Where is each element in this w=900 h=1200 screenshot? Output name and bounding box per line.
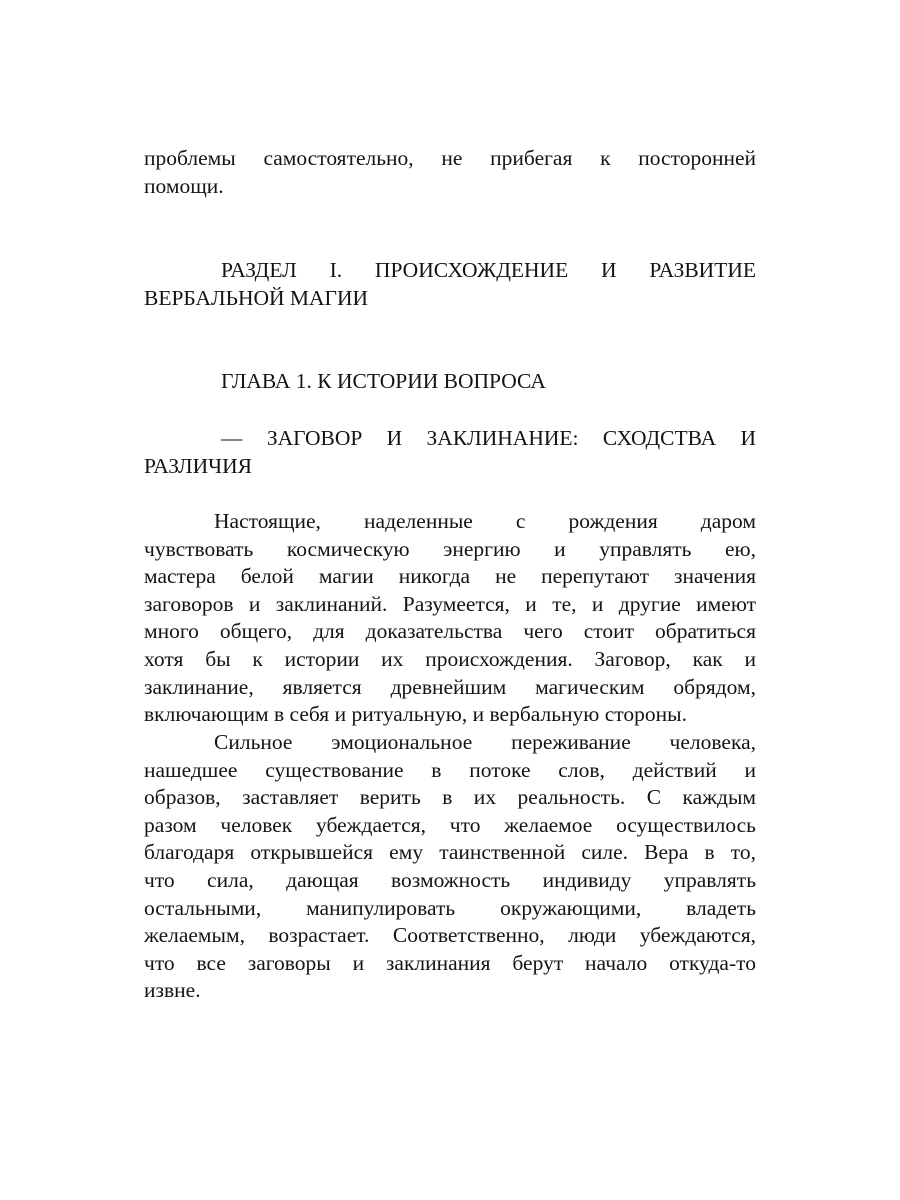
paragraph-1-line-2: чувствовать космическую энергию и управлять ею, bbox=[144, 536, 756, 561]
body-paragraph-2 bbox=[144, 729, 756, 1005]
chapter-heading bbox=[144, 368, 756, 396]
continuation-line-2: помощи. bbox=[144, 173, 224, 198]
paragraph-2-line-2: нашедшее существование в потоке слов, действий и bbox=[144, 757, 756, 782]
paragraph-1-line-3: мастера белой магии никогда не перепутают значения bbox=[144, 564, 756, 589]
paragraph-2-line-7: остальными, манипулировать окружающими, владеть bbox=[144, 895, 756, 920]
paragraph-2-line-6: что сила, дающая возможность индивиду управлять bbox=[144, 867, 756, 892]
paragraph-2-line-8: желаемым, возрастает. Соответственно, люди убеждаются, bbox=[144, 923, 756, 948]
continuation-paragraph bbox=[144, 145, 756, 200]
paragraph-1-line-8: включающим в себя и ритуальную, и вербальную стороны. bbox=[144, 702, 687, 727]
paragraph-2-line-4: разом человек убеждается, что желаемое осуществилось bbox=[144, 812, 756, 837]
body-paragraph-1 bbox=[144, 508, 756, 729]
paragraph-1-line-1: Настоящие, наделенные с рождения даром bbox=[214, 509, 756, 533]
paragraph-2-line-5: благодаря открывшейся ему таинственной силе. Вера в то, bbox=[144, 840, 756, 865]
subsection-heading bbox=[144, 425, 756, 480]
paragraph-1-line-7: заклинание, является древнейшим магическим обрядом, bbox=[144, 674, 756, 699]
paragraph-1-line-4: заговоров и заклинаний. Разумеется, и те, и другие имеют bbox=[144, 591, 756, 616]
paragraph-1-line-6: хотя бы к истории их происхождения. Заговор, как и bbox=[144, 646, 756, 671]
paragraph-2-line-3: образов, заставляет верить в их реальность. С каждым bbox=[144, 785, 756, 810]
section-heading-line-1: РАЗДЕЛ I. ПРОИСХОЖДЕНИЕ И РАЗВИТИЕ bbox=[221, 258, 756, 282]
paragraph-2-line-10: извне. bbox=[144, 978, 201, 1003]
subsection-heading-line-2: РАЗЛИЧИЯ bbox=[144, 453, 252, 478]
paragraph-2-line-1: Сильное эмоциональное переживание человека, bbox=[214, 730, 756, 754]
section-heading-line-2: ВЕРБАЛЬНОЙ МАГИИ bbox=[144, 285, 369, 310]
subsection-heading-line-1: — ЗАГОВОР И ЗАКЛИНАНИЕ: СХОДСТВА И bbox=[221, 426, 756, 450]
chapter-heading-text: ГЛАВА 1. К ИСТОРИИ ВОПРОСА bbox=[221, 369, 546, 393]
continuation-line-1: проблемы самостоятельно, не прибегая к посторонней bbox=[144, 146, 756, 170]
paragraph-2-line-9: что все заговоры и заклинания берут начало откуда-то bbox=[144, 950, 756, 975]
paragraph-1-line-5: много общего, для доказательства чего стоит обратиться bbox=[144, 619, 756, 644]
section-heading bbox=[144, 257, 756, 312]
